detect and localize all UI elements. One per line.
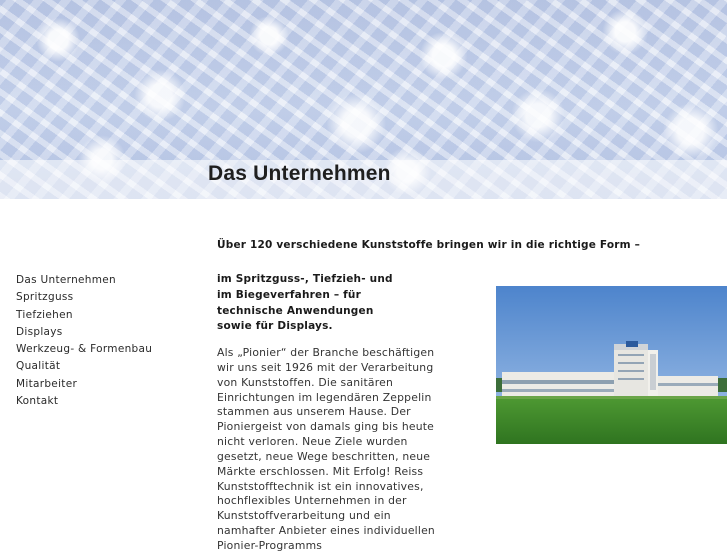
body-line: Kunststoffverarbeitung und ein: [217, 509, 391, 523]
nav-item-das-unternehmen[interactable]: Das Unternehmen: [16, 274, 116, 286]
subheadline-line: sowie für Displays.: [217, 320, 333, 333]
body-text: [217, 346, 447, 552]
body-line: gesetzt, neue Wege beschritten, neue: [217, 449, 431, 463]
nav-item-kontakt[interactable]: Kontakt: [16, 395, 59, 408]
body-line: Pioniergeist von damals ging bis heute: [217, 420, 435, 434]
body-line: Märkte erschlossen. Mit Erfolg! Reiss: [217, 464, 424, 478]
nav-item-tiefziehen[interactable]: Tiefziehen: [16, 308, 73, 321]
body-line: nicht verloren. Neue Ziele wurden: [217, 435, 408, 449]
subheadline-line: im Spritzguss-, Tiefzieh- und: [217, 273, 393, 285]
intro-headline: Über 120 verschiedene Kunststoffe bringen wir in die richtige Form –: [217, 239, 641, 251]
body-line: stammen aus unserem Hause. Der: [217, 405, 411, 419]
nav-item-spritzguss[interactable]: Spritzguss: [16, 291, 74, 304]
body-line: namhafter Anbieter eines individuellen: [217, 524, 435, 538]
body-line: Einrichtungen im legendären Zeppelin: [217, 390, 432, 404]
main-navigation: [16, 272, 191, 410]
page-title: Das Unternehmen: [208, 162, 391, 185]
body-line: Kunststofftechnik ist ein innovatives,: [217, 479, 424, 493]
subheadline-line: im Biegeverfahren – für: [217, 288, 361, 301]
subheadline-line: technische Anwendungen: [217, 304, 374, 317]
body-line: von Kunststoffen. Die sanitären: [217, 375, 393, 389]
company-building-photo: [496, 286, 727, 444]
body-line: wir uns seit 1926 mit der Verarbeitung: [217, 360, 434, 374]
body-line: hochflexibles Unternehmen in der: [217, 494, 407, 508]
nav-item-qualitaet[interactable]: Qualität: [16, 360, 61, 373]
nav-item-werkzeug-formenbau[interactable]: Werkzeug- & Formenbau: [16, 343, 153, 356]
subheadline: [217, 272, 437, 335]
nav-item-displays[interactable]: Displays: [16, 325, 63, 338]
body-line: Als „Pionier“ der Branche beschäftigen: [217, 346, 435, 359]
body-line: Pionier-Programms: [217, 538, 323, 552]
header-banner: [0, 0, 727, 199]
nav-item-mitarbeiter[interactable]: Mitarbeiter: [16, 377, 78, 390]
